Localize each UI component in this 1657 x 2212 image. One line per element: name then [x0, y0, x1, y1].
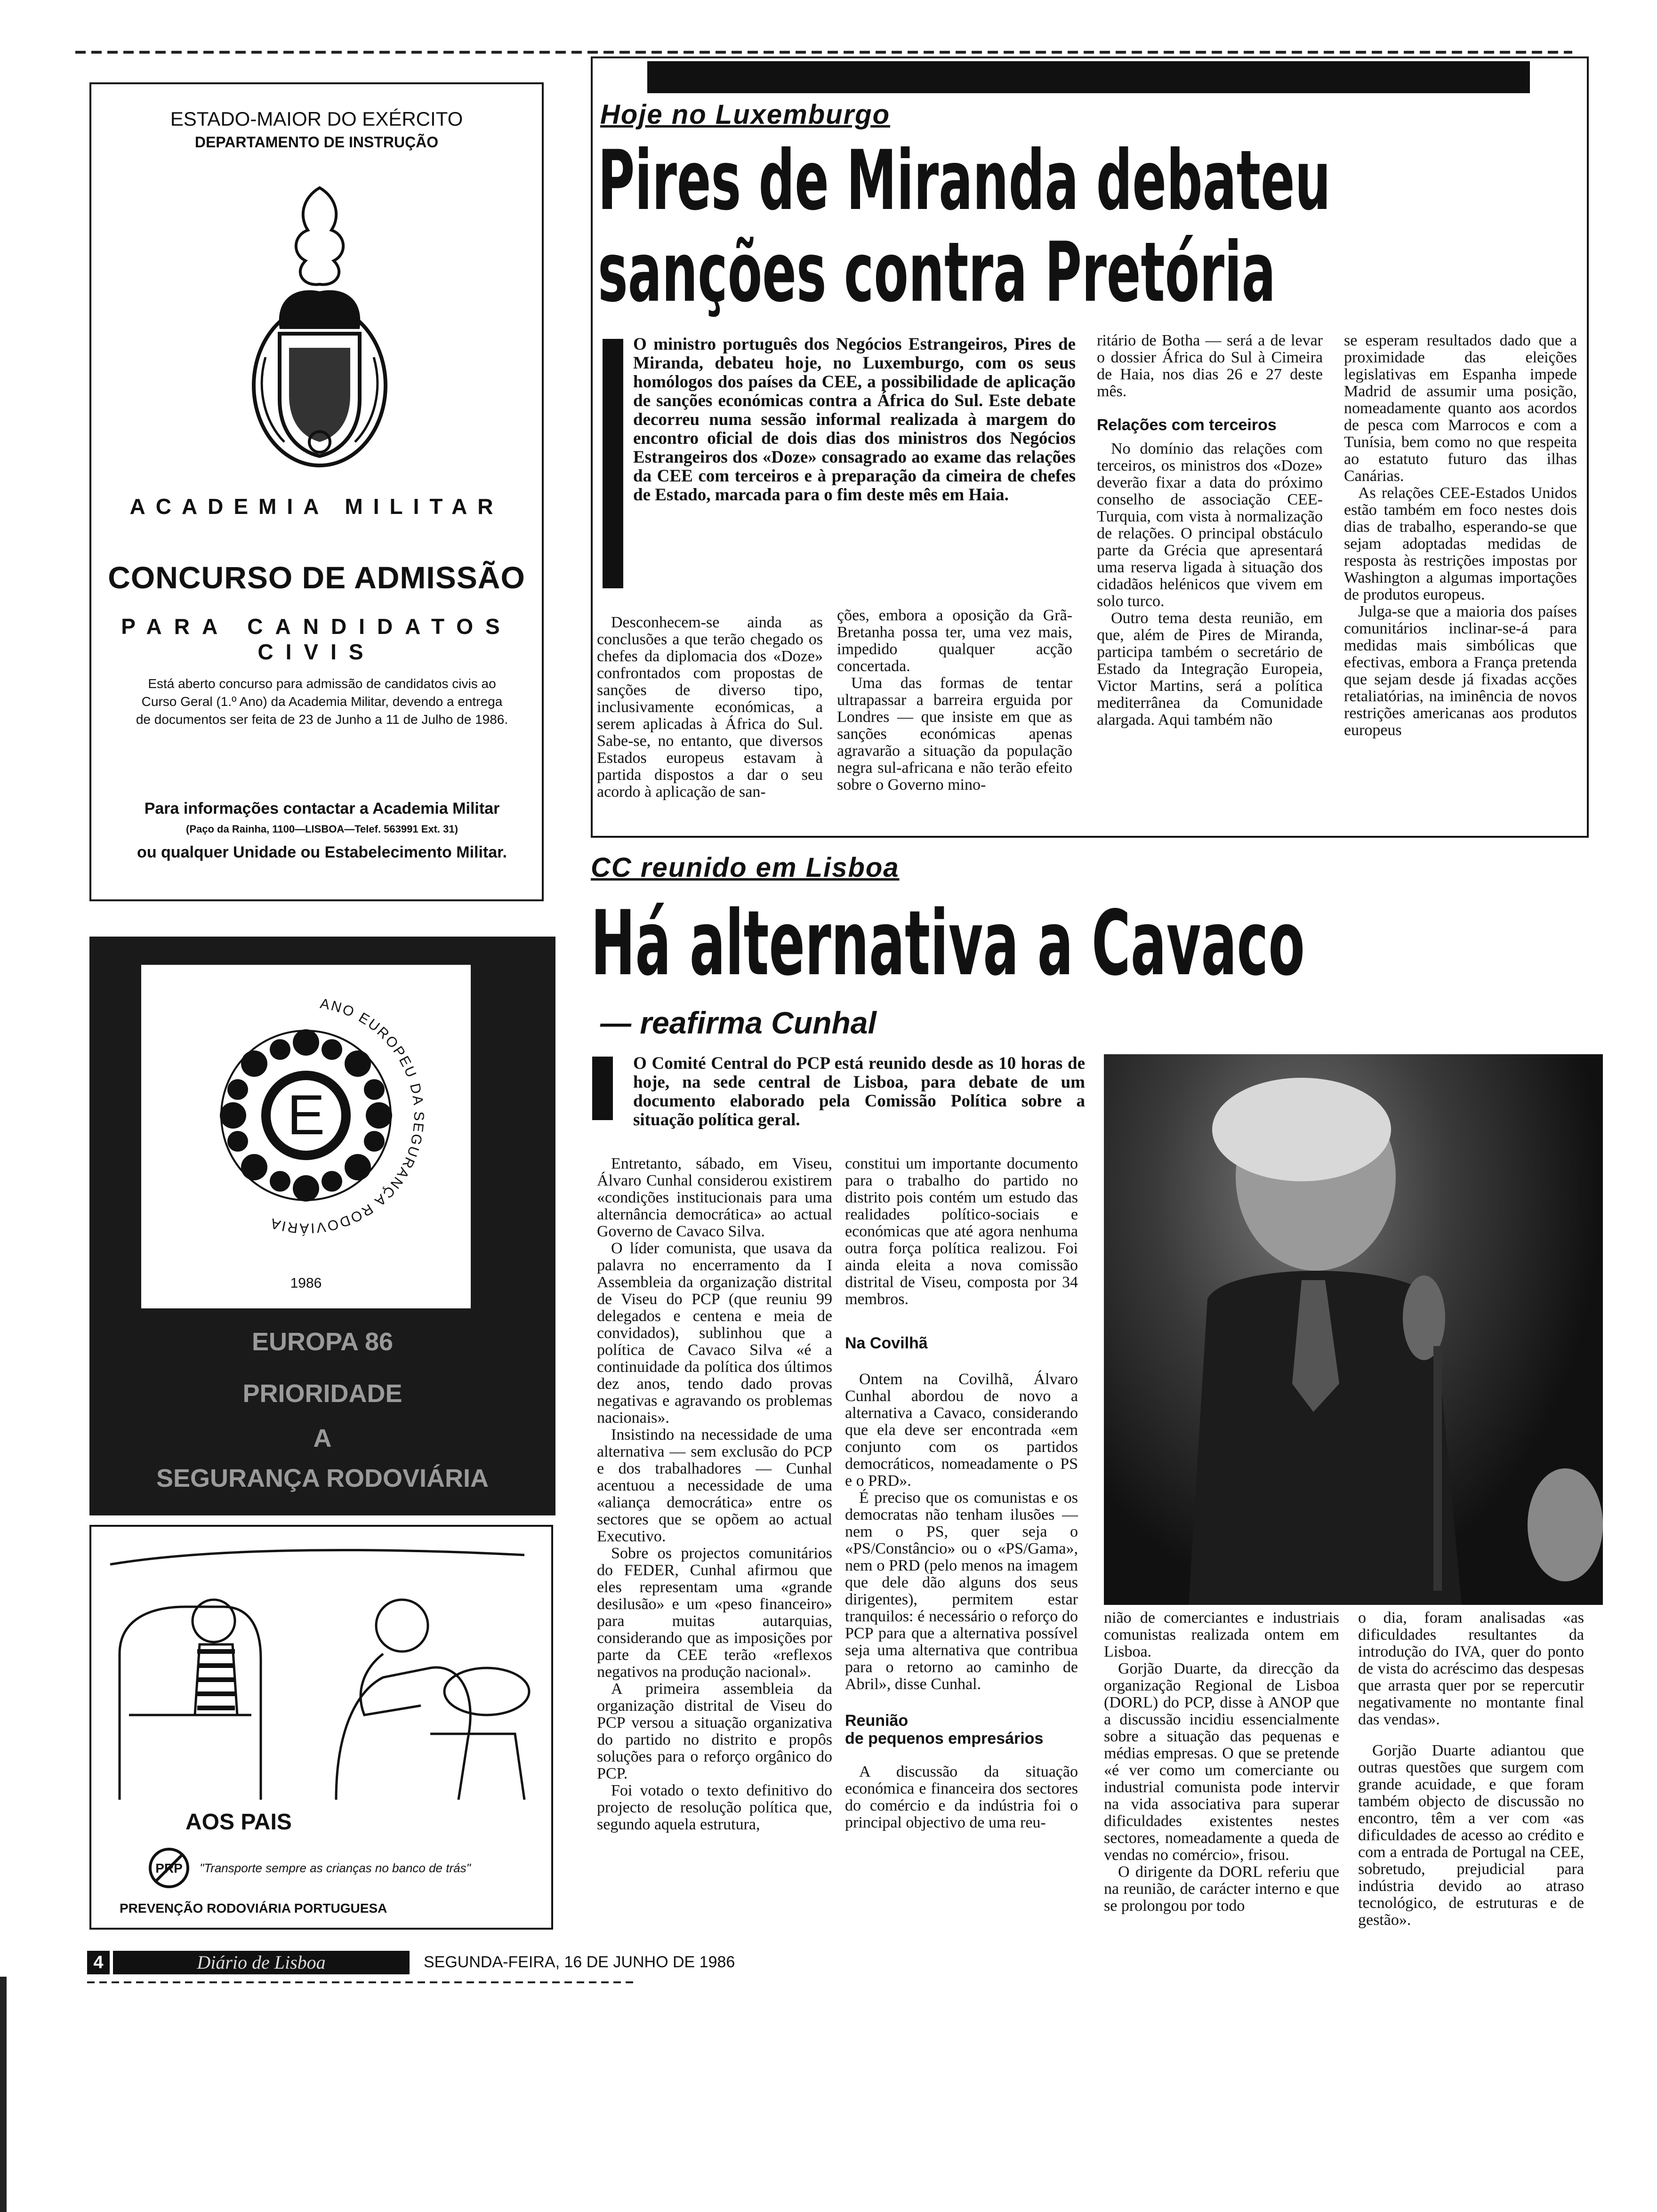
article2-col2: constitui um importante documento para o trabalho do partido no distrito pois contém um estudo das realidades político-sociais e económicas que até agora nenhuma outra força política realizou. Foi ainda eleita a nova comissão distrital de Viseu, composta por 34 membros. Na Covilhã Ontem na Covilhã, Álvaro Cunhal abordou de novo a alternativa a Cavaco, considerando que ela deve ser encontrada «em conjunto com os partidos democráticos, nomeadamente o PS e o PRD». É preciso que os comunistas e os democratas não tenham ilusões — nem o PS, quer seja o «PS/Constâncio» ou o «PS/Gama», nem o PRD (pelo menos na imagem que dele dão alguns dos seus dirigentes), permitem estar tranquilos: é necessário o reforço do PCP para que a alternativa possível seja uma alternativa que contribua para o retorno ao caminho de Abril», disse Cunhal. Reunião de pequenos empresários A discussão da situação económica e financeira dos sectores do comércio e da indústria foi o principal objectivo de uma reu- [845, 1155, 1078, 1831]
article2-col4: o dia, foram analisadas «as dificuldades resultantes da introdução do IVA, quer do ponto de vista do acréscimo das despesas que arrasta quer por se repercutir negativamente no montante final das vendas». Gorjão Duarte adiantou que outras questões que surgem com grande acuidade, e que foram também objecto de discussão no encontro, têm a ver com «as dificuldades de acesso ao crédito e com a entrada de Portugal na CEE, sobretudo, prejudicial para indústria devido ao atraso tecnológico, de estruturas e de gestão». [1358, 1609, 1584, 1929]
ad-academia-militar [89, 82, 544, 901]
footer-rule [87, 1981, 633, 1983]
article1-kicker: Hoje no Luxemburgo [600, 99, 890, 130]
article-top-bar [647, 61, 1530, 93]
ad-aos-pais [89, 1525, 553, 1930]
page-number: 4 [87, 1951, 110, 1974]
prp-logo-text: PRP [155, 1861, 183, 1875]
parents-quote: "Transporte sempre as crianças no banco de trás" [200, 1861, 471, 1875]
article1-col-c: ritário de Botha — será a de levar o dossier África do Sul à Cimeira de Haia, nos dias 26 e 27 deste mês. Relações com terceiros No domínio das relações com terceiros, os ministros dos «Doze» deverão fixar a data do próximo conselho de associação CEE-Turquia, com vista à normalização de relações. O principal obstáculo parte da Grécia que apresentará uma reserva ligada à situação dos cidadãos helénicos que vivem em solo turco. Outro tema desta reunião, em que, além de Pires de Miranda, participa também o secretário de Estado da Integração Europeia, Victor Martins, será a política mediterrânea da Comunidade alargada. Aqui também não [1097, 332, 1323, 729]
european-star-emblem-icon [169, 979, 442, 1252]
safety-line3: A [313, 1424, 332, 1452]
parents-title: AOS PAIS [185, 1810, 292, 1835]
article2-lead: O Comité Central do PCP está reunido desde as 10 horas de hoje, na sede central de Lisboa, para debate de um documento elaborado pela Comissão Política sobre a situação política geral. [633, 1054, 1085, 1130]
subhead-covilha: Na Covilhã [845, 1334, 928, 1352]
lead-bar [603, 339, 623, 588]
emblem-ring-text: ANO EUROPEU DA SEGURANÇA RODOVIÁRIA [267, 995, 427, 1236]
article2-headline: Há alternativa a Cavaco [591, 891, 1305, 995]
subhead-empresarios: de pequenos empresários [845, 1730, 1044, 1747]
lead-bar-2 [592, 1057, 613, 1120]
article1-lead: O ministro português dos Negócios Estrangeiros, Pires de Miranda, debateu hoje, no Luxemburgo, com os seus homólogos dos países da CEE, a possibilidade de aplicação de sanções económicas contra a África do Sul. Este debate decorreu numa sessão informal realizada à margem do encontro oficial de dois dias dos ministros dos Negócios Estrangeiros dos «Doze» consagrado ao exame das relações da CEE com terceiros e à preparação da cimeira de chefes de Estado, marcada para o fim deste mês em Haia. [633, 335, 1076, 505]
ad-title: CONCURSO DE ADMISSÃO [108, 560, 525, 595]
subhead-reuniao: Reunião [845, 1712, 909, 1730]
safety-line4: SEGURANÇA RODOVIÁRIA [156, 1464, 489, 1492]
ad-org-line2: DEPARTAMENTO DE INSTRUÇÃO [194, 134, 439, 151]
ad-subtitle: PARA CANDIDATOS CIVIS [121, 614, 512, 664]
emblem-letter: E [287, 1083, 325, 1146]
article1-headline-line1: Pires de Miranda debateu [598, 133, 1331, 229]
ad-info-line2: (Paço da Rainha, 1100—LISBOA—Telef. 563991 Ext. 31) [186, 823, 458, 835]
cunhal-photo [1104, 1054, 1603, 1605]
portrait-icon [1104, 1054, 1603, 1605]
subhead-relacoes: Relações com terceiros [1097, 416, 1277, 434]
prp-logo-icon [148, 1847, 190, 1889]
page-edge [0, 1977, 7, 2212]
safety-line2: PRIORIDADE [242, 1379, 402, 1408]
crest-icon [247, 178, 393, 470]
safety-line1: EUROPA 86 [251, 1328, 394, 1356]
article1-headline-line2: sanções contra Pretória [598, 225, 1276, 321]
article2-col1: Entretanto, sábado, em Viseu, Álvaro Cunhal considerou existirem «condições institucionais para uma alternância democrática» ao actual Governo de Cavaco Silva. O líder comunista, que usava da palavra no encerramento da I Assembleia da organização distrital de Viseu do PCP (que reuniu 99 delegados e centena e meia de convidados), sublinhou que a política de Cavaco Silva «é a continuidade da política dos últimos dez anos, tendo dado provas negativas e agravando os problemas nacionais». Insistindo na necessidade de uma alternativa — sem exclusão do PCP e dos trabalhadores — Cunhal acentuou a necessidade de uma «aliança democrática» entre os sectores que se opõem ao actual Executivo. Sobre os projectos comunitários do FEDER, Cunhal afirmou que eles representam uma «grande desilusão» e um «peso financeiro» para muitas autarquias, considerando que as imposições por parte da CEE terão «reflexos negativos na produção nacional». A primeira assembleia da organização distrital de Viseu do PCP versou a situação organizativa do partido no distrito e propôs soluções para o reforço orgânico do PCP. Foi votado o texto definitivo do projecto de resolução política que, segundo aquela estrutura, [597, 1155, 832, 1833]
masthead: Diário de Lisboa [113, 1951, 410, 1974]
ad-body: Está aberto concurso para admissão de candidatos civis ao Curso Geral (1.º Ano) da Academia Militar, devendo a entrega de documentos ser feita de 23 de Junho a 11 de Julho de 1986. [136, 676, 508, 727]
article2-deck: — reafirma Cunhal [600, 1005, 877, 1040]
article2-kicker: CC reunido em Lisboa [591, 852, 900, 883]
article2-col3: nião de comerciantes e industriais comunistas realizada ontem em Lisboa. Gorjão Duarte, da direcção da organização Regional de Lisboa (DORL) do PCP, disse à ANOP que a discussão incidiu essencialmente sobre a situação das pequenas e médias empresas. O que se pretende «é ver como um comerciante ou industrial comunista pode intervir na vida associativa para superar dificuldades existentes nestes sectores, nomeadamente a queda de vendas no comércio», frisou. O dirigente da DORL referiu que na reunião, de carácter interno e que se prolongou por todo [1104, 1609, 1339, 1915]
top-border [75, 51, 1572, 54]
parents-org: PREVENÇÃO RODOVIÁRIA PORTUGUESA [120, 1901, 387, 1915]
ad-org-line1: ESTADO-MAIOR DO EXÉRCITO [170, 108, 463, 130]
ad-academy-name: ACADEMIA MILITAR [129, 494, 504, 519]
car-illustration-icon [101, 1536, 543, 1800]
article1-col-b: ções, embora a oposição da Grã-Bretanha possa ter, uma vez mais, impedido qualquer acção concertada. Uma das formas de tentar ultrapassar a barreira erguida por Londres — que insiste em que as sanções económicas apenas agravarão a situação da população negra sul-africana e não terão efeito sobre o Governo mino- [837, 607, 1072, 793]
ad-info-line1: Para informações contactar a Academia Militar [144, 800, 500, 817]
page-date: SEGUNDA-FEIRA, 16 DE JUNHO DE 1986 [424, 1953, 735, 1971]
ad-info-line3: ou qualquer Unidade ou Estabelecimento Militar. [137, 843, 507, 861]
emblem-year: 1986 [290, 1275, 322, 1291]
emblem-panel [141, 965, 471, 1308]
article1-col-d: se esperam resultados dado que a proximidade das eleições legislativas em Espanha impede Madrid de assumir uma posição, nomeadamente quanto aos acordos de pesca com Marrocos e com a Tunísia, bem como no que respeita ao estatuto futuro das ilhas Canárias. As relações CEE-Estados Unidos estão também em foco nestes dois dias de trabalho, esperando-se que sejam adoptadas medidas de resposta às restrições impostas por Washington a algumas importações de produtos europeus. Julga-se que a maioria dos países comunitários inclinar-se-á para medidas mais simbólicas que efectivas, embora a França pretenda que sejam desde já fixadas acções retaliatórias, na iminência de novos restrições americanas aos produtos europeus [1344, 332, 1577, 739]
article1-col-a: Desconhecem-se ainda as conclusões a que terão chegado os chefes da diplomacia dos «Doze» confrontados com propostas de sanções de diverso tipo, inclusivamente económicas, a serem aplicadas à África do Sul. Sabe-se, no entanto, que diversos Estados europeus estavam à partida dispostos a dar o seu acordo à aplicação de san- [597, 614, 823, 801]
